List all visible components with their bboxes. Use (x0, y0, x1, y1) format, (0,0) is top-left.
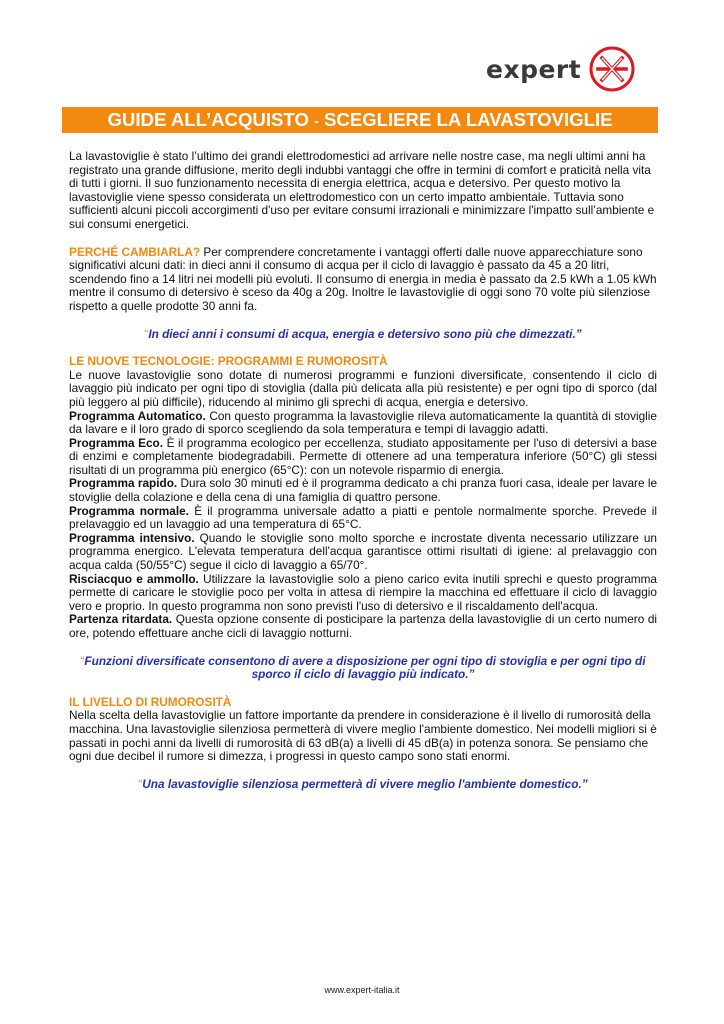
expert-star-icon (589, 46, 635, 92)
footer-url: www.expert-italia.it (324, 985, 400, 995)
why-text: Per comprendere concretamente i vantaggi offerti dalle nuove apparecchiature sono significativi alcuni dati: in dieci anni il consumo di acqua per il ciclo di lavaggio è passato da 45 a 20 litri, scendendo fino a 14 litri nei modelli più evoluti. Il consumo di energia in media è passato da 2.5 kWh a 1.05 kWh mentre il consumo di detersivo è sceso da 40g a 20g. Inoltre le lavastoviglie di oggi sono 70 volte più silenziose rispetto a quelle prodotte 30 anni fa. (69, 244, 657, 313)
program-item (69, 573, 657, 614)
page-title (62, 107, 658, 133)
quote-mark: “ (144, 326, 149, 341)
technologies-intro: Le nuove lavastoviglie sono dotate di numerosi programmi e funzioni diversificate, consentendo il ciclo di lavaggio più indicato per ogni tipo di stoviglia (dalla più delicata alla più resistente) e per ogni tipo di sporco (dal più leggero al più difficile), riducendo al minimo gli sprechi di acqua, energia e detersivo. (69, 367, 657, 409)
logo-wordmark: expert (486, 54, 582, 84)
quote-text: Funzioni diversificate consentono di avere a disposizione per ogni tipo di stoviglia e per ogni tipo di sporco il ciclo di lavaggio più indicato.” (84, 653, 646, 682)
quote-silent (69, 778, 657, 792)
program-name: Programma normale. (69, 503, 189, 518)
program-name: Partenza ritardata. (69, 612, 173, 627)
title-dash: - (314, 113, 319, 129)
section-heading-noise: IL LIVELLO DI RUMOROSITÀ (69, 694, 232, 709)
program-item (69, 505, 657, 532)
noise-paragraph: Nella scelta della lavastoviglie un fattore importante da prendere in considerazione è il livello di rumorosità della macchina. Una lavastoviglie silenziosa permetterà di vivere meglio l'ambiente domestico. Nei modelli migliori si è passati in pochi anni da livelli di rumorosità di 63 dB(a) a livelli di 45 dB(a) in potenza sonora. Se pensiamo che ogni due decibel il rumore si dimezza, i progressi in questo campo sono stati enormi. (69, 708, 657, 764)
program-item (69, 613, 657, 640)
title-part1: GUIDE ALL’ACQUISTO (107, 109, 309, 130)
intro-paragraph: La lavastoviglie è stato l’ultimo dei grandi elettrodomestici ad arrivare nelle nostre case, ma negli ultimi anni ha registrato una grande diffusione, merito degli indubbi vantaggi che offre in termini di comfort e praticità nella vita di tutti i giorni. Il suo funzionamento necessita di energia elettrica, acqua e detersivo. Per questo motivo la lavastoviglie viene spesso considerata un elettrodomestico con un certo impatto ambientale. Tuttavia sono sufficienti alcuni piccoli accorgimenti d'uso per evitare consumi irrazionali e minimizzare l'impatto sull’ambiente e sui consumi energetici. (69, 149, 655, 231)
program-item (69, 437, 657, 478)
program-text: È il programma ecologico per eccellenza, studiato appositamente per l'uso di detersivi a base di enzimi e completamente biodegradabili. Permette di ottenere ad una temperatura inferiore (50°C) gli stessi risultati di un programma più energico (65°C): con un notevole risparmio di energia. (69, 435, 657, 477)
quote-text: In dieci anni i consumi di acqua, energia e detersivo sono più che dimezzati.” (148, 326, 582, 341)
program-item (69, 410, 657, 437)
article-body (69, 150, 657, 791)
technologies-section (69, 369, 657, 641)
program-item (69, 532, 657, 573)
quote-mark: “ (80, 653, 85, 668)
program-name: Risciacquo e ammollo. (69, 571, 199, 586)
program-text: Utilizzare la lavastoviglie solo a pieno carico evita inutili sprechi e questo programma permette di caricare le stoviglie poco per volta in attesa di riempire la macchina ed effettuare il ciclo di lavaggio vero e proprio. In questo programma non sono previsti l'uso di detersivo e il riscaldamento dell'acqua. (69, 571, 657, 613)
program-name: Programma intensivo. (69, 530, 195, 545)
expert-logo (486, 44, 635, 94)
why-label: PERCHÉ CAMBIARLA? (69, 244, 201, 259)
quote-text: Una lavastoviglie silenziosa permetterà di vivere meglio l'ambiente domestico.” (142, 776, 588, 791)
quote-functions (69, 655, 657, 682)
program-text: Con questo programma la lavastoviglie rileva automaticamente la quantità di stoviglie da lavare e il loro grado di sporco scegliendo da sola temperatura e tempi di lavaggio adatti. (69, 408, 657, 437)
program-text: Dura solo 30 minuti ed è il programma dedicato a chi pranza fuori casa, ideale per lavare le stoviglie della colazione e della cena di una famiglia di quattro persone. (69, 476, 658, 505)
program-text: È il programma universale adatto a piatti e pentole normalmente sporche. Prevede il prelavaggio ed un lavaggio ad una temperatura di 65°C. (69, 503, 657, 532)
quote-mark: “ (138, 776, 143, 791)
program-text: Quando le stoviglie sono molto sporche e incrostate diventa necessario utilizzare un programma energico. L'elevata temperatura dell'acqua garantisce ottimi risultati di igiene: al prelavaggio con acqua calda (50/55°C) segue il ciclo di lavaggio a 65/70°. (69, 530, 657, 573)
program-name: Programma rapido. (69, 476, 178, 491)
section-heading-technologies: LE NUOVE TECNOLOGIE: PROGRAMMI E RUMOROSITÀ (69, 354, 388, 369)
title-part2: SCEGLIERE LA LAVASTOVIGLIE (323, 109, 613, 130)
program-text: Questa opzione consente di posticipare la partenza della lavastoviglie di un certo numero di ore, potendo effettuare anche cicli di lavaggio notturni. (69, 612, 657, 640)
program-name: Programma Automatico. (69, 408, 206, 423)
program-name: Programma Eco. (69, 435, 164, 450)
program-item (69, 477, 657, 504)
quote-consumption (69, 328, 657, 342)
why-paragraph (69, 246, 657, 314)
